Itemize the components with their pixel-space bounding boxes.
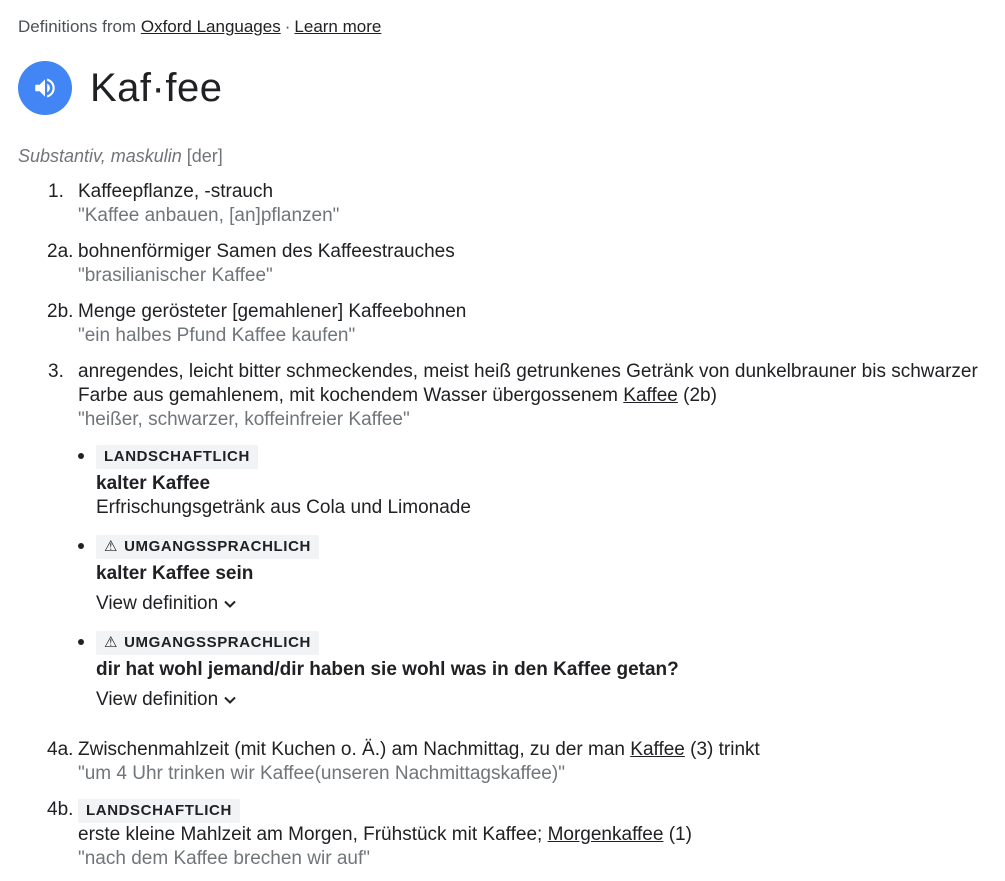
sense-1	[18, 180, 987, 228]
speaker-glyph	[32, 75, 58, 101]
chevron-down-icon	[224, 600, 236, 608]
sense-definition: Menge gerösteter [gemahlener] Kaffeebohnen	[78, 301, 467, 322]
headword: Kaf·fee	[90, 65, 223, 110]
phrase-term: dir hat wohl jemand/dir haben sie wohl was in den Kaffee getan?	[96, 659, 679, 680]
chevron-down-icon	[224, 696, 236, 704]
sense-example: "Kaffee anbauen, [an]pflanzen"	[78, 205, 340, 226]
phrase-item	[78, 444, 987, 520]
register-label: LANDSCHAFTLICH	[78, 799, 240, 823]
source-prefix: Definitions from	[18, 17, 137, 36]
register-label-text: UMGANGSSPRACHLICH	[124, 538, 311, 555]
oxford-languages-link[interactable]: Oxford Languages	[140, 17, 281, 36]
phrase-term: kalter Kaffee sein	[96, 563, 254, 584]
register-label	[96, 631, 319, 655]
sense-2b	[18, 300, 987, 348]
view-definition-label: View definition	[96, 593, 219, 614]
sense-4a	[18, 738, 987, 786]
warning-icon: ⚠	[104, 634, 119, 651]
source-line	[18, 16, 987, 38]
definition-text: Zwischenmahlzeit (mit Kuchen o. Ä.) am Nachmittag, zu der man	[78, 739, 631, 760]
sense-definition: Kaffeepflanze, -strauch	[78, 181, 274, 202]
sense-definition	[78, 738, 987, 762]
bullet-icon	[78, 543, 84, 549]
warning-icon: ⚠	[104, 538, 119, 555]
view-definition-label: View definition	[96, 689, 219, 710]
definition-suffix: (2b)	[677, 385, 717, 406]
sense-number: 4b.	[47, 799, 74, 820]
sense-number: 4a.	[47, 739, 74, 760]
cross-reference-link[interactable]: Kaffee	[630, 739, 685, 760]
phrase-definition: Erfrischungsgetränk aus Cola und Limonade	[96, 497, 471, 518]
part-of-speech	[18, 144, 987, 168]
sense-example: "um 4 Uhr trinken wir Kaffee(unseren Nachmittagskaffee)"	[78, 763, 565, 784]
phrase-item	[78, 630, 987, 712]
phrase-term: kalter Kaffee	[96, 473, 211, 494]
sense-definition: bohnenförmiger Samen des Kaffeestrauches	[78, 241, 455, 262]
sense-definition	[78, 823, 987, 847]
sense-4b	[18, 798, 987, 871]
sense-number: 3.	[48, 361, 64, 382]
definition-text: erste kleine Mahlzeit am Morgen, Frühstück mit Kaffee;	[78, 824, 548, 845]
senses-list	[18, 180, 987, 871]
definition-suffix: (3) trinkt	[684, 739, 760, 760]
sense-example: "brasilianischer Kaffee"	[78, 265, 273, 286]
view-definition-button[interactable]	[96, 688, 236, 712]
cross-reference-link[interactable]: Kaffee	[623, 385, 678, 406]
pos-text: Substantiv, maskulin	[18, 146, 182, 166]
headword-row	[18, 58, 987, 118]
sense-definition	[78, 360, 987, 408]
bullet-icon	[78, 639, 84, 645]
sense-3	[18, 360, 987, 726]
sense-2a	[18, 240, 987, 288]
bullet-icon	[78, 453, 84, 459]
sense-example: "heißer, schwarzer, koffeinfreier Kaffee"	[78, 409, 410, 430]
register-label	[96, 535, 319, 559]
article-text: [der]	[186, 146, 223, 166]
sense-number: 1.	[48, 181, 64, 202]
phrases-list	[78, 444, 987, 712]
sense-number: 2a.	[47, 241, 74, 262]
cross-reference-link[interactable]: Morgenkaffee	[547, 824, 664, 845]
phrase-item	[78, 534, 987, 616]
speaker-icon[interactable]	[18, 61, 72, 115]
definition-suffix: (1)	[663, 824, 692, 845]
sense-example: "ein halbes Pfund Kaffee kaufen"	[78, 325, 356, 346]
sense-example: "nach dem Kaffee brechen wir auf"	[78, 848, 370, 869]
register-label: LANDSCHAFTLICH	[96, 445, 258, 469]
definition-text: anregendes, leicht bitter schmeckendes, meist heiß getrunkenes Getränk von dunkelbrauner bis schwarzer Farbe aus gemahlenem, mit kochendem Wasser übergossenem	[78, 361, 978, 406]
register-label-text: UMGANGSSPRACHLICH	[124, 634, 311, 651]
source-separator: ·	[284, 17, 291, 36]
sense-number: 2b.	[47, 301, 74, 322]
learn-more-link[interactable]: Learn more	[294, 17, 382, 36]
view-definition-button[interactable]	[96, 592, 236, 616]
